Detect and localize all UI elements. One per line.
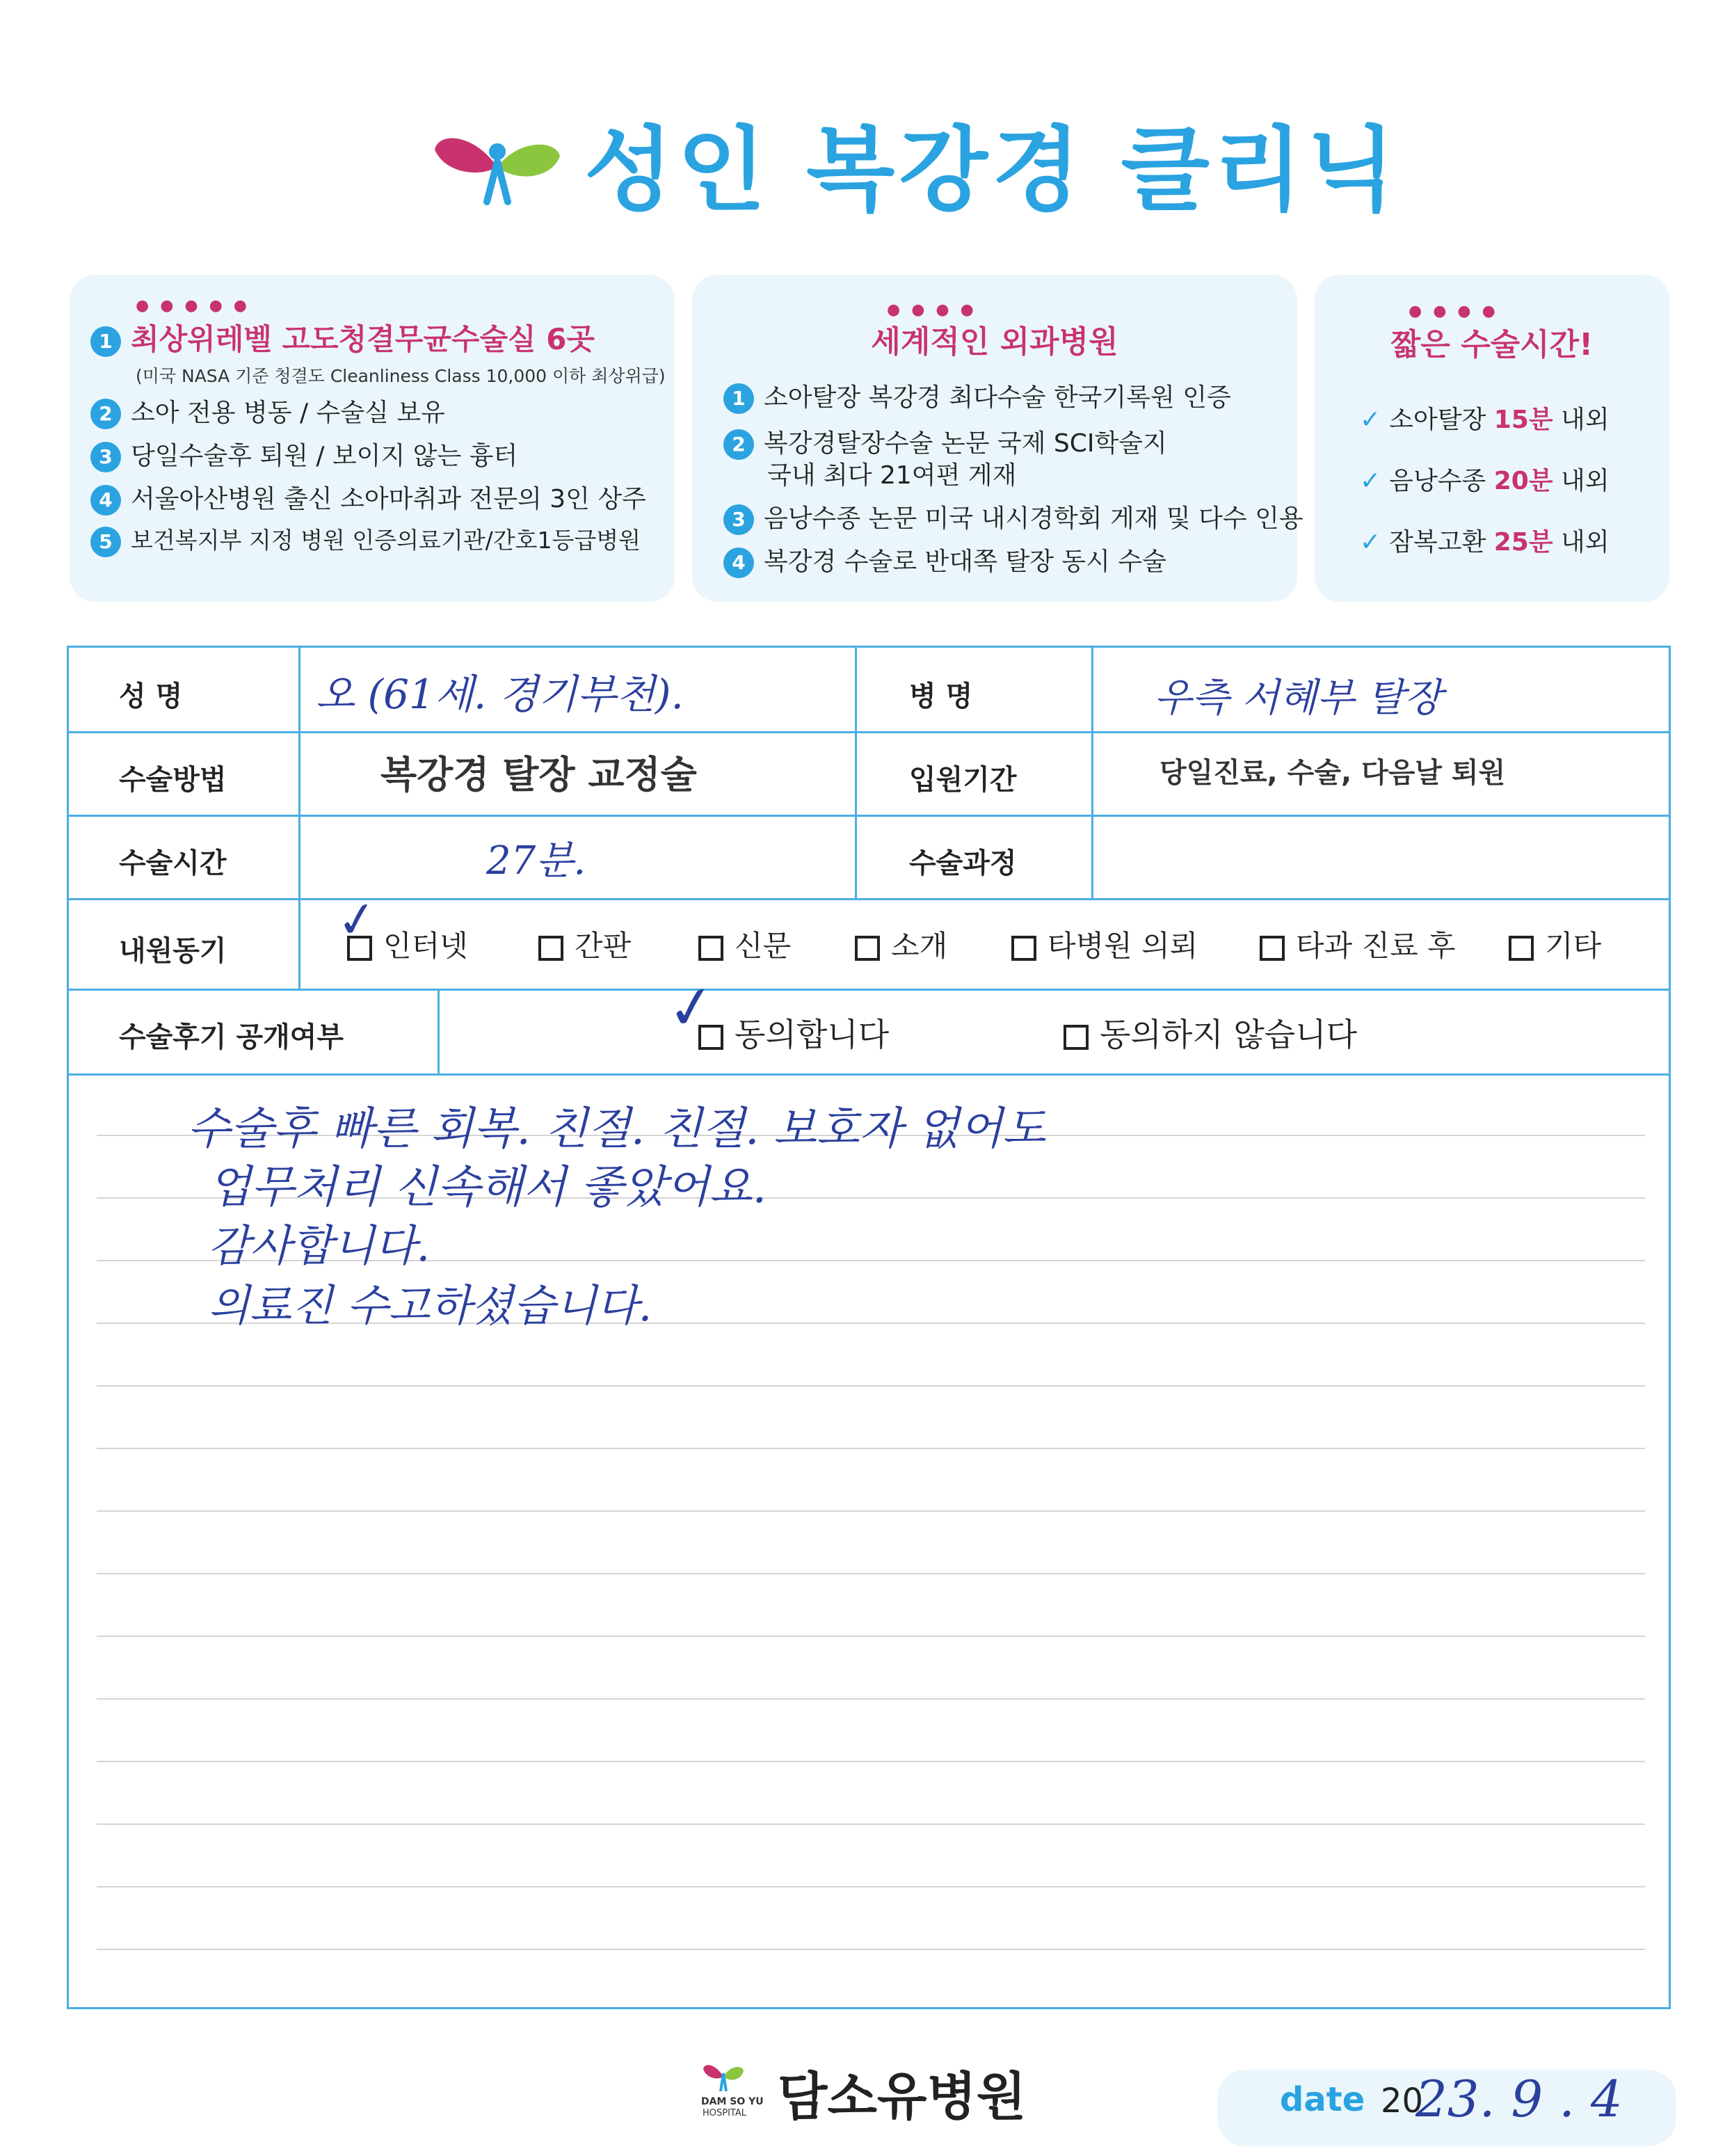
feature-item-2: 2 복강경탈장수술 논문 국제 SCI학술지 (723, 424, 1167, 460)
feature-item-3: 3 당일수술후 퇴원 / 보이지 않는 흉터 (90, 436, 518, 472)
consent-label: 수술후기 공개여부 (119, 1021, 344, 1053)
disease-label: 병 명 (909, 680, 973, 712)
col-divider (438, 989, 440, 1073)
motive-label: 내원동기 (119, 935, 227, 967)
motive-option-other-dept[interactable]: 타과 진료 후 (1260, 923, 1456, 965)
name-label: 성 명 (119, 680, 183, 712)
motive-option-newspaper[interactable]: 신문 (698, 923, 791, 965)
review-line-1[interactable]: 수술후 빠른 회복. 친절. 친절. 보호자 없어도 (187, 1103, 1046, 1155)
checkbox[interactable] (1064, 1025, 1089, 1050)
ruled-line (97, 1823, 1645, 1825)
name-value[interactable]: 오 (61세. 경기부천). (316, 671, 684, 718)
date-label: date (1280, 2080, 1365, 2119)
hospital-name: 담소유병원 (778, 2067, 1027, 2127)
motive-option-etc[interactable]: 기타 (1509, 923, 1601, 965)
col-divider (855, 648, 857, 898)
method-label: 수술방법 (119, 764, 227, 796)
ruled-line (97, 1886, 1645, 1887)
feature-item-4: 4 서울아산병원 출신 소아마취과 전문의 3인 상주 (90, 479, 646, 516)
checkbox[interactable] (855, 936, 880, 961)
emphasis-dots: ●●●● (1409, 303, 1507, 320)
feature-item-3: 3 음낭수종 논문 미국 내시경학회 게재 및 다수 인용 (723, 499, 1303, 535)
motive-option-referral[interactable]: 소개 (855, 923, 947, 965)
duration-item-2: ✓ 음낭수종 20분 내외 (1360, 467, 1610, 495)
emphasis-dots: ●●●●● (136, 297, 258, 314)
col-divider (298, 898, 300, 989)
checkbox[interactable] (1011, 936, 1036, 961)
date-value[interactable]: 23. 9 . 4 (1415, 2070, 1623, 2128)
time-value[interactable]: 27분. (486, 838, 586, 884)
feature-item-4: 4 복강경 수술로 반대쪽 탈장 동시 수술 (723, 542, 1166, 578)
hospital-name-en-sub: HOSPITAL (703, 2108, 747, 2118)
review-form (67, 646, 1671, 2009)
check-icon: ✓ (1360, 467, 1381, 495)
check-icon: ✓ (1360, 528, 1381, 557)
row-divider (69, 989, 1669, 991)
review-line-3[interactable]: 감사합니다. (208, 1220, 431, 1271)
col-divider (298, 648, 300, 898)
method-value[interactable]: 복강경 탈장 교정술 (380, 753, 697, 797)
feature-item-1: 1 소아탈장 복강경 최다수술 한국기록원 인증 (723, 378, 1231, 414)
ruled-line (97, 1573, 1645, 1574)
duration-item-1: ✓ 소아탈장 15분 내외 (1360, 406, 1610, 434)
ruled-line (97, 1761, 1645, 1762)
row-divider (69, 898, 1669, 900)
page-title: 성인 복강경 클리닉 (584, 117, 1400, 224)
butterfly-logo-icon (703, 2059, 744, 2094)
handwritten-check-icon: ✓ (332, 888, 382, 951)
ruled-line (97, 1636, 1645, 1637)
page-header (431, 111, 1400, 230)
ruled-line (97, 1698, 1645, 1700)
ruled-line (97, 1510, 1645, 1512)
box-heading: 세계적인 외과병원 (871, 324, 1118, 360)
date-year-prefix: 20 (1381, 2082, 1424, 2121)
checkbox[interactable] (698, 936, 723, 961)
col-divider (1091, 648, 1093, 898)
feature-item-2: 2 소아 전용 병동 / 수술실 보유 (90, 393, 445, 429)
row-divider (69, 815, 1669, 817)
stay-value[interactable]: 당일진료, 수술, 다음날 퇴원 (1160, 757, 1506, 789)
feature-box-world-class (692, 275, 1303, 602)
ruled-line (97, 1448, 1645, 1449)
motive-option-internet[interactable]: 인터넷 (347, 923, 468, 965)
checkbox[interactable] (1260, 936, 1285, 961)
box-heading: 짧은 수술시간! (1390, 327, 1594, 362)
feature-box-facilities (70, 275, 675, 602)
review-line-2[interactable]: 업무처리 신속해서 좋았어요. (208, 1162, 767, 1213)
process-label: 수술과정 (909, 847, 1017, 879)
stay-label: 입원기간 (909, 764, 1017, 796)
emphasis-dots: ●●●● (887, 301, 985, 319)
feature-item-5: 5 보건복지부 지정 병원 인증의료기관/간호1등급병원 (90, 522, 641, 557)
hospital-name-en: DAM SO YU (701, 2096, 764, 2107)
feature-item-2-line2: 국내 최다 21여편 게재 (767, 461, 1017, 490)
checkbox[interactable] (538, 936, 563, 961)
checkbox[interactable] (1509, 936, 1534, 961)
duration-item-3: ✓ 잠복고환 25분 내외 (1360, 528, 1610, 557)
handwritten-check-icon: ✓ (662, 970, 721, 1045)
time-label: 수술시간 (119, 847, 227, 879)
review-line-4[interactable]: 의료진 수고하셨습니다. (208, 1280, 652, 1331)
feature-item-1: 1 최상위레벨 고도청결무균수술실 6곳 (90, 317, 595, 358)
feature-subnote: (미국 NASA 기준 청결도 Cleanliness Class 10,000 이하 최상위급) (136, 366, 666, 386)
butterfly-logo-icon (431, 125, 563, 209)
ruled-line (97, 1949, 1645, 1950)
ruled-line (97, 1385, 1645, 1387)
feature-box-short-surgery (1315, 275, 1669, 602)
motive-option-signboard[interactable]: 간판 (538, 923, 631, 965)
row-divider (69, 731, 1669, 733)
consent-option-disagree[interactable]: 동의하지 않습니다 (1064, 1009, 1357, 1055)
check-icon: ✓ (1360, 406, 1381, 434)
disease-value[interactable]: 우측 서혜부 탈장 (1154, 676, 1443, 721)
consent-option-agree[interactable]: 동의합니다 (698, 1009, 889, 1055)
row-divider (69, 1073, 1669, 1076)
motive-option-other-hospital[interactable]: 타병원 의뢰 (1011, 923, 1198, 965)
